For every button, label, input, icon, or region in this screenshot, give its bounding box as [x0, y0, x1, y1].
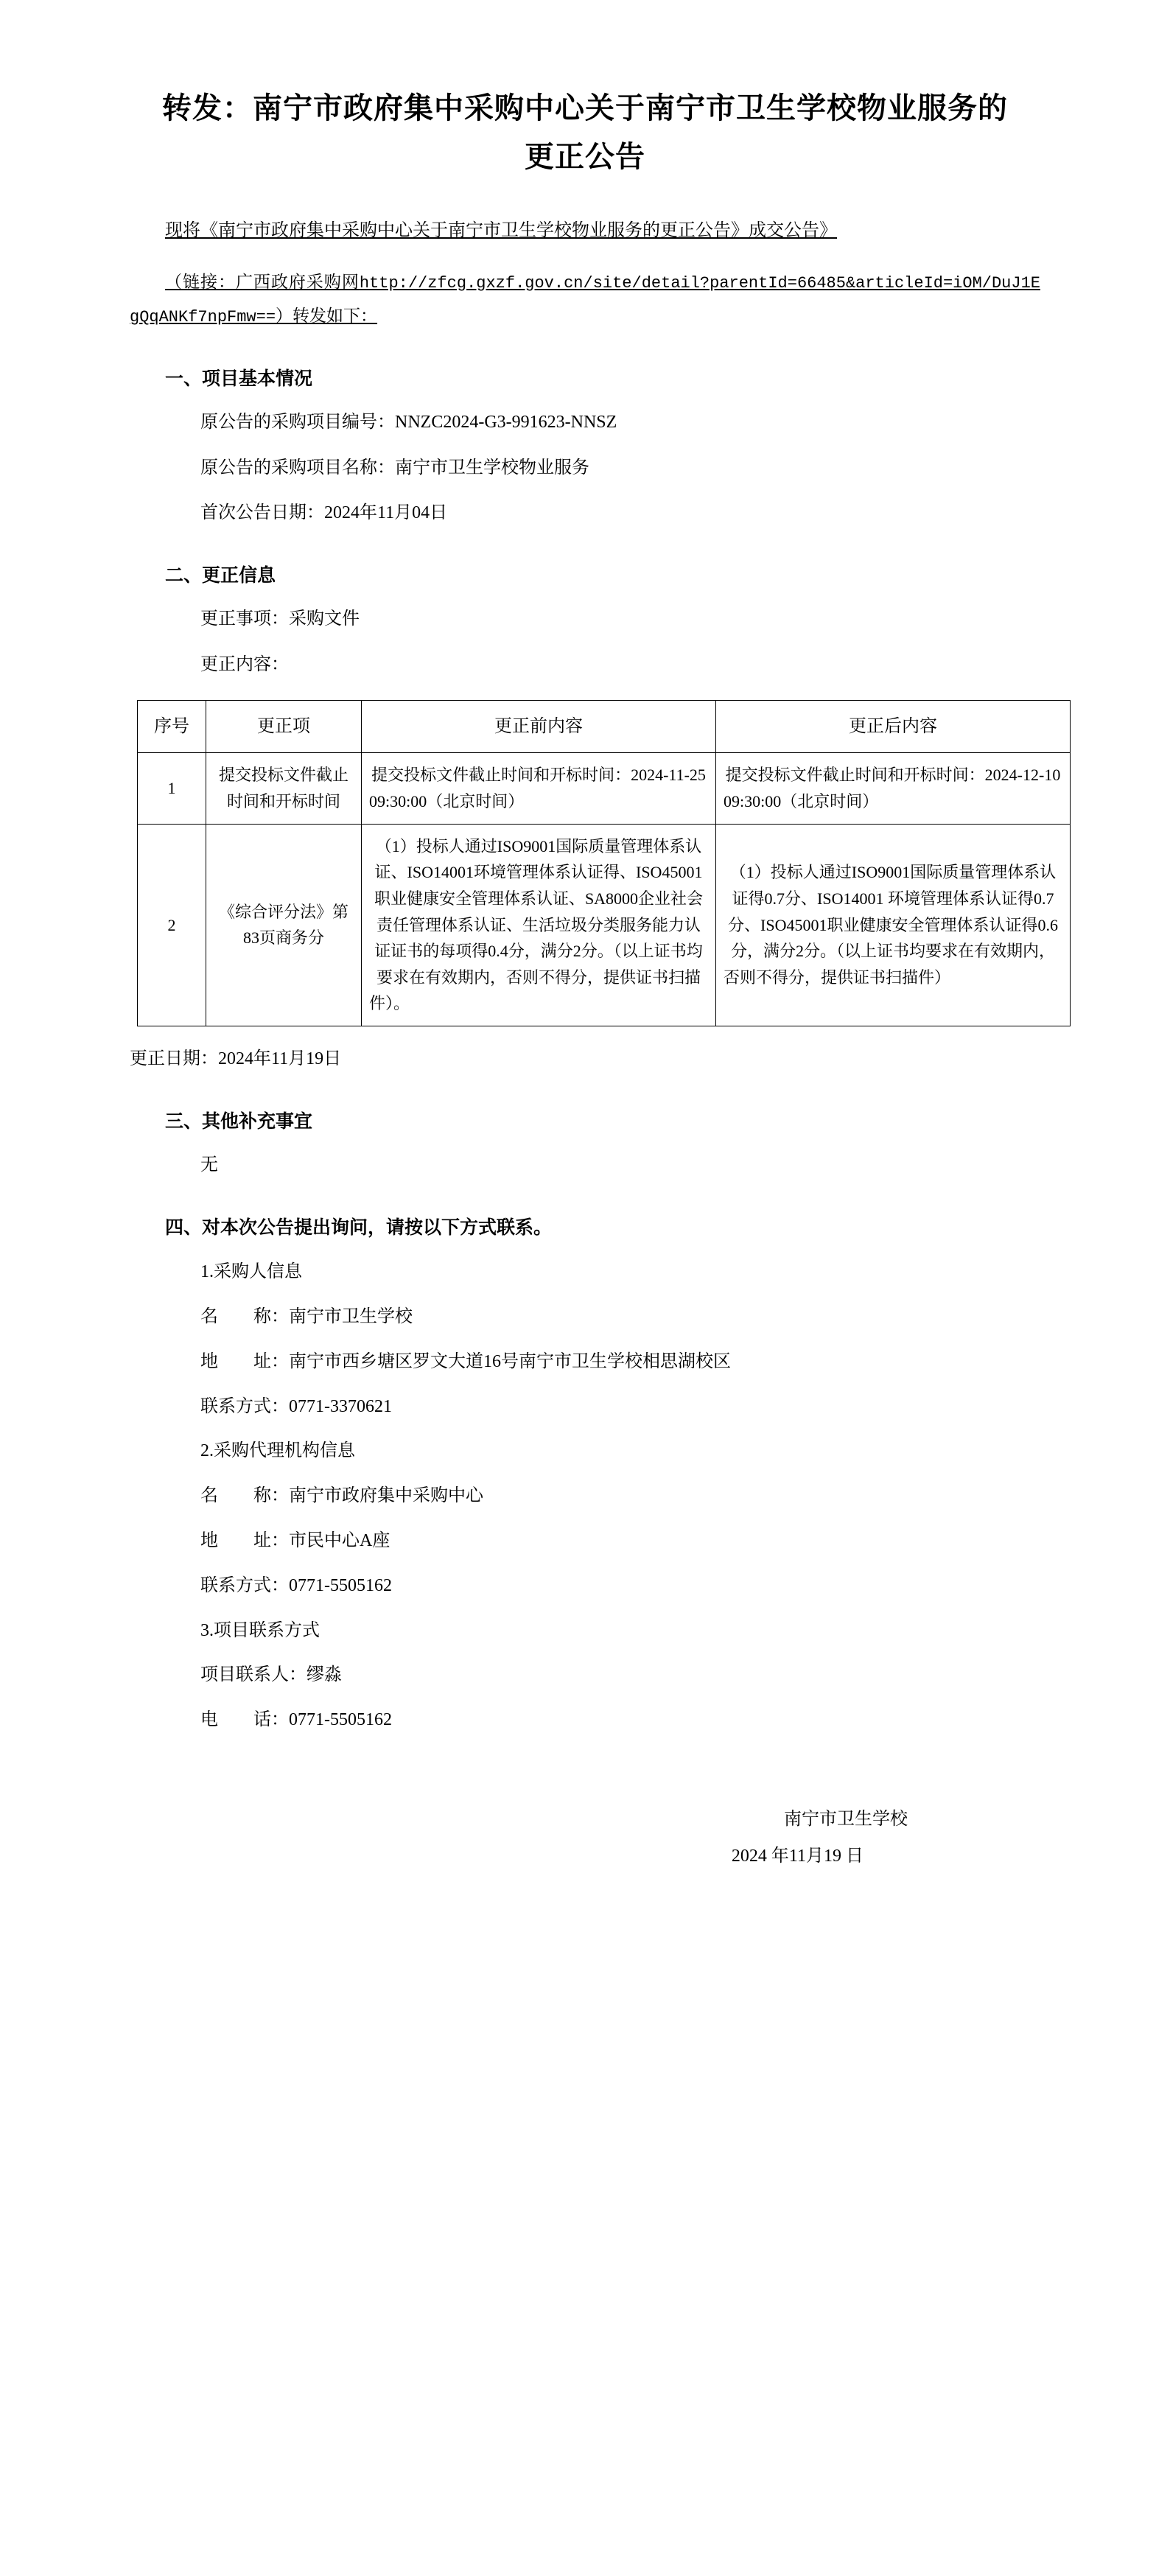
buyer-name-label: 名 称： — [200, 1307, 289, 1327]
table-header-row — [138, 700, 1071, 753]
section-3-title: 三、其他补充事宜 — [165, 1110, 313, 1132]
buyer-tel-label: 联系方式： — [200, 1396, 289, 1416]
buyer-name-line — [130, 1300, 1040, 1334]
table-row — [138, 824, 1071, 1026]
project-tel-value: 0771-5505162 — [289, 1710, 392, 1730]
row-1-no: 1 — [138, 753, 206, 824]
first-announcement-date-line: 首次公告日期：2024年11月04日 — [200, 503, 448, 523]
intro-text: 现将《南宁市政府集中采购中心关于南宁市卫生学校物业服务的更正公告》成交公告》 — [165, 221, 837, 240]
update-table-wrapper — [130, 700, 1061, 1027]
row-1-item: 提交投标文件截止时间和开标时间 — [206, 753, 362, 824]
row-2-no: 2 — [138, 824, 206, 1026]
project-tel-label: 电 话： — [200, 1710, 289, 1730]
project-person-value: 缪淼 — [306, 1665, 342, 1685]
source-link[interactable]: http://zfcg.gxzf.gov.cn/site/detail?parentId=66485&articleId=iOM/DuJ1EgQqANKf7npFmw== — [130, 273, 1040, 326]
buyer-name-value: 南宁市卫生学校 — [289, 1307, 413, 1327]
link-prefix: （链接：广西政府采购网 — [165, 272, 360, 291]
page-title: 转发：南宁市政府集中采购中心关于南宁市卫生学校物业服务的更正公告 — [162, 91, 1008, 173]
agent-name-line — [130, 1479, 1040, 1513]
header-after: 更正后内容 — [716, 700, 1071, 753]
source-link-paragraph — [130, 266, 1040, 334]
update-subject-line: 更正事项：采购文件 — [200, 609, 360, 629]
buyer-info-title: 1.采购人信息 — [200, 1262, 302, 1282]
project-person-label: 项目联系人： — [200, 1665, 306, 1685]
buyer-tel-line — [130, 1390, 1040, 1424]
section-3-body: 无 — [200, 1155, 218, 1175]
section-1-title: 一、项目基本情况 — [165, 368, 313, 389]
buyer-address-label: 地 址： — [200, 1351, 289, 1371]
intro-paragraph — [130, 214, 1040, 248]
agent-name-value: 南宁市政府集中采购中心 — [289, 1486, 483, 1506]
project-person-line — [130, 1658, 1040, 1693]
agent-address-line — [130, 1524, 1040, 1558]
agent-tel-label: 联系方式： — [200, 1575, 289, 1595]
signature-org: 南宁市卫生学校 — [784, 1810, 908, 1829]
agent-address-label: 地 址： — [200, 1531, 289, 1551]
table-row — [138, 753, 1071, 824]
signature-block — [130, 1801, 1040, 1875]
agent-tel-line — [130, 1569, 1040, 1603]
agent-address-value: 市民中心A座 — [289, 1531, 390, 1551]
update-content-label: 更正内容： — [200, 654, 289, 674]
project-tel-line — [130, 1703, 1040, 1737]
agent-tel-value: 0771-5505162 — [289, 1575, 392, 1595]
agent-info-title: 2.采购代理机构信息 — [200, 1441, 355, 1461]
section-2-title: 二、更正信息 — [165, 564, 276, 586]
header-before: 更正前内容 — [362, 700, 716, 753]
row-2-item: 《综合评分法》第83页商务分 — [206, 824, 362, 1026]
section-4-title: 四、对本次公告提出询问，请按以下方式联系。 — [165, 1217, 553, 1238]
buyer-tel-value: 0771-3370621 — [289, 1396, 392, 1416]
signature-date: 2024 年11月19 日 — [731, 1847, 864, 1866]
row-1-before: 提交投标文件截止时间和开标时间：2024-11-25 09:30:00（北京时间） — [362, 753, 716, 824]
row-2-before: （1）投标人通过ISO9001国际质量管理体系认证、ISO14001环境管理体系认证得、ISO45001职业健康安全管理体系认证、SA8000企业社会责任管理体系认证、生活垃圾分类服务能力认证证书的每项得0.4分，满分2分。（以上证书均要求在有效期内，否则不得分，提供证书扫描件）。 — [362, 824, 716, 1026]
project-number-line: 原公告的采购项目编号：NNZC2024-G3-991623-NNSZ — [200, 413, 617, 433]
update-table — [137, 700, 1071, 1027]
header-no: 序号 — [138, 700, 206, 753]
update-date-line: 更正日期：2024年11月19日 — [130, 1049, 342, 1069]
buyer-address-value: 南宁市西乡塘区罗文大道16号南宁市卫生学校相思湖校区 — [289, 1351, 731, 1371]
project-contact-title: 3.项目联系方式 — [200, 1620, 320, 1640]
buyer-address-line — [130, 1345, 1040, 1379]
row-1-after: 提交投标文件截止时间和开标时间：2024-12-10 09:30:00（北京时间） — [716, 753, 1071, 824]
header-item: 更正项 — [206, 700, 362, 753]
agent-name-label: 名 称： — [200, 1486, 289, 1506]
project-name-line: 原公告的采购项目名称：南宁市卫生学校物业服务 — [200, 458, 589, 477]
row-2-after: （1）投标人通过ISO9001国际质量管理体系认证得0.7分、ISO14001 环境管理体系认证得0.7分、ISO45001职业健康安全管理体系认证得0.6分，满分2分。（以上证书均要求在有效期内，否则不得分，提供证书扫描件） — [716, 824, 1071, 1026]
link-suffix: ）转发如下： — [276, 306, 378, 325]
